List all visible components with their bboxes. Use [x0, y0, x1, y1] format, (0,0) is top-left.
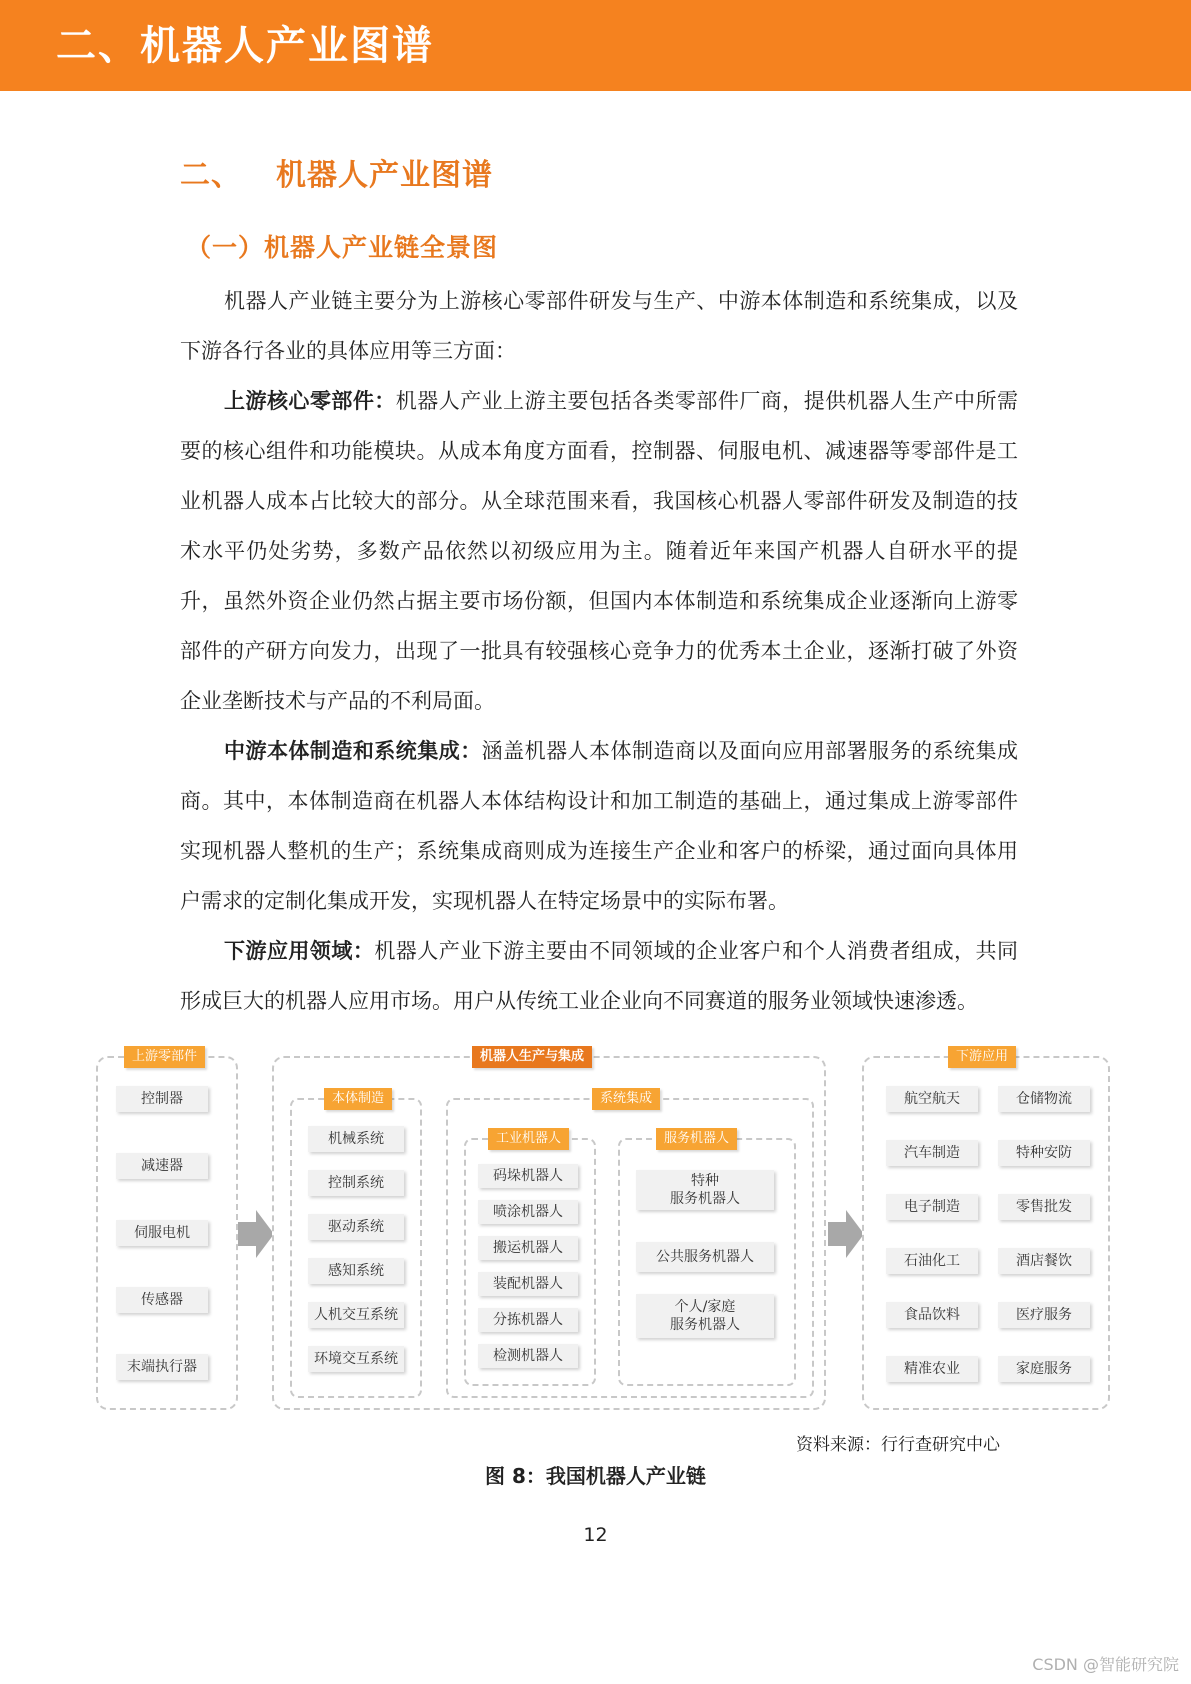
subsection-heading: （一）机器人产业链全景图 — [186, 233, 499, 262]
downstream-item: 零售批发 — [998, 1194, 1090, 1220]
midstream-tag: 机器人生产与集成 — [472, 1046, 592, 1068]
paragraph-downstream — [180, 926, 1018, 1026]
service-robot-item: 公共服务机器人 — [636, 1242, 774, 1272]
arrow-right-icon — [828, 1210, 864, 1258]
downstream-item: 酒店餐饮 — [998, 1248, 1090, 1274]
section-title: 机器人产业图谱 — [276, 158, 493, 193]
body-manufacturing-item: 人机交互系统 — [308, 1302, 404, 1328]
service-robot-item: 个人/家庭 服务机器人 — [636, 1294, 774, 1338]
paragraph-upstream — [180, 376, 1018, 726]
banner-title: 二、机器人产业图谱 — [56, 23, 434, 69]
downstream-item: 石油化工 — [886, 1248, 978, 1274]
paragraph-intro — [180, 276, 1018, 376]
industrial-robot-item: 装配机器人 — [478, 1272, 578, 1296]
industrial-robot-item: 检测机器人 — [478, 1344, 578, 1368]
body-text-midstream — [180, 726, 1018, 926]
integration-tag: 系统集成 — [592, 1088, 660, 1110]
service-robot-tag: 服务机器人 — [656, 1128, 737, 1150]
section-heading — [180, 150, 493, 194]
upstream-tag: 上游零部件 — [124, 1046, 205, 1068]
industry-chain-diagram — [96, 1046, 1110, 1416]
watermark: CSDN @智能研究院 — [1032, 1655, 1179, 1674]
paragraph-midstream — [180, 726, 1018, 926]
paragraph-lead: 下游应用领域： — [224, 939, 375, 963]
downstream-item: 电子制造 — [886, 1194, 978, 1220]
upstream-item: 传感器 — [116, 1287, 208, 1313]
paragraph-text: 机器人产业上游主要包括各类零部件厂商，提供机器人生产中所需要的核心组件和功能模块。从成本角度方面看，控制器、伺服电机、减速器等零部件是工业机器人成本占比较大的部分。从全球范围来看，我国核心机器人零部件研发及制造的技术水平仍处劣势，多数产品依然以初级应用为主。随着近年来国产机器人自研水平的提升，虽然外资企业仍然占据主要市场份额，但国内本体制造和系统集成企业逐渐向上游零部件的产研方向发力，出现了一批具有较强核心竞争力的优秀本土企业，逐渐打破了外资企业垄断技术与产品的不利局面。 — [180, 389, 1019, 713]
source-note: 资料来源：行行查研究中心 — [796, 1435, 1000, 1455]
paragraph-text: 机器人产业下游主要由不同领域的企业客户和个人消费者组成，共同形成巨大的机器人应用市场。用户从传统工业企业向不同赛道的服务业领域快速渗透。 — [180, 939, 1019, 1013]
downstream-item: 特种安防 — [998, 1140, 1090, 1166]
arrow-right-icon — [238, 1210, 274, 1258]
upstream-item: 伺服电机 — [116, 1220, 208, 1246]
paragraph-text: 涵盖机器人本体制造商以及面向应用部署服务的系统集成商。其中，本体制造商在机器人本体结构设计和加工制造的基础上，通过集成上游零部件实现机器人整机的生产；系统集成商则成为连接生产企业和客户的桥梁，通过面向具体用户需求的定制化集成开发，实现机器人在特定场景中的实际布署。 — [180, 739, 1019, 913]
industrial-robot-item: 分拣机器人 — [478, 1308, 578, 1332]
downstream-item: 医疗服务 — [998, 1302, 1090, 1328]
body-text — [180, 276, 1018, 376]
downstream-item: 仓储物流 — [998, 1086, 1090, 1112]
service-robot-item: 特种 服务机器人 — [636, 1170, 774, 1210]
paragraph-text: 机器人产业链主要分为上游核心零部件研发与生产、中游本体制造和系统集成，以及下游各行各业的具体应用等三方面： — [180, 289, 1018, 363]
downstream-item: 家庭服务 — [998, 1356, 1090, 1382]
body-manufacturing-item: 机械系统 — [308, 1126, 404, 1152]
upstream-item: 末端执行器 — [116, 1354, 208, 1380]
figure-caption: 图 8：我国机器人产业链 — [485, 1464, 706, 1488]
paragraph-lead: 中游本体制造和系统集成： — [224, 739, 482, 763]
section-number: 二、 — [180, 158, 242, 193]
downstream-tag: 下游应用 — [948, 1046, 1016, 1068]
upstream-item: 控制器 — [116, 1086, 208, 1112]
body-manufacturing-item: 环境交互系统 — [308, 1346, 404, 1372]
downstream-item: 精准农业 — [886, 1356, 978, 1382]
header-banner — [0, 0, 1191, 91]
body-manufacturing-item: 驱动系统 — [308, 1214, 404, 1240]
downstream-item: 汽车制造 — [886, 1140, 978, 1166]
industrial-robot-item: 搬运机器人 — [478, 1236, 578, 1260]
downstream-item: 食品饮料 — [886, 1302, 978, 1328]
page-number: 12 — [583, 1524, 608, 1546]
industrial-robot-tag: 工业机器人 — [488, 1128, 569, 1150]
upstream-item: 减速器 — [116, 1153, 208, 1179]
body-manufacturing-item: 控制系统 — [308, 1170, 404, 1196]
industrial-robot-item: 喷涂机器人 — [478, 1200, 578, 1224]
body-text-upstream — [180, 376, 1018, 726]
downstream-item: 航空航天 — [886, 1086, 978, 1112]
body-manufacturing-item: 感知系统 — [308, 1258, 404, 1284]
paragraph-lead: 上游核心零部件： — [224, 389, 396, 413]
body-manufacturing-tag: 本体制造 — [324, 1088, 392, 1110]
industrial-robot-item: 码垛机器人 — [478, 1164, 578, 1188]
body-text-downstream — [180, 926, 1018, 1026]
